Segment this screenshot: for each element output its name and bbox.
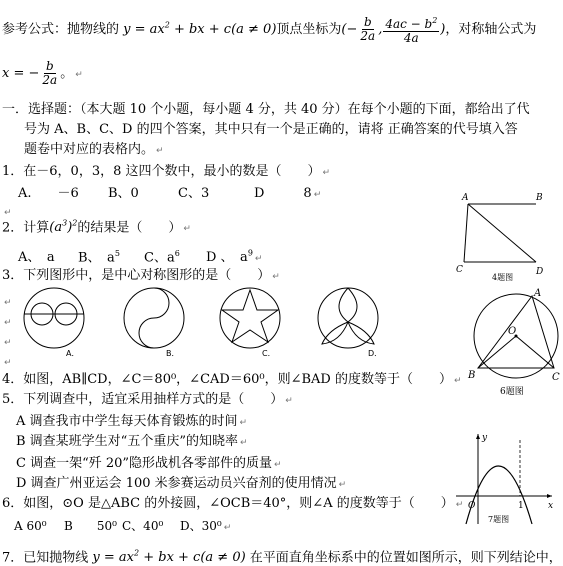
figure-7 — [448, 428, 560, 528]
fig4-label-c: C — [456, 265, 463, 275]
return-mark: ↵ — [274, 460, 282, 470]
q6-stem-text: 6．如图，⊙O 是△ABC 的外接圆，∠OCB＝40°，则∠A 的度数等于（ ） — [2, 496, 454, 511]
return-mark: ↵ — [239, 418, 248, 428]
q3-figure-b — [124, 288, 184, 348]
q2-option-c — [144, 246, 206, 266]
q3-label-a: A． — [66, 349, 80, 358]
return-mark: ↵ — [223, 523, 232, 533]
figure-4 — [448, 186, 560, 284]
return-col — [2, 314, 12, 331]
q3-stem — [2, 268, 280, 285]
q2-option-b — [78, 246, 144, 266]
q3-stem-text: 3．下列图形中，是中心对称图形的是（ ） — [2, 268, 271, 283]
q5-option-c-text: C 调查一架“歼 20”隐形战机各零部件的质量 — [16, 456, 273, 471]
q2-expression: $(a^3)^2$ — [49, 219, 78, 236]
fig4-label-a: A — [462, 193, 469, 203]
q5-option-d-text: D 调查广州亚运会 100 米参赛运动员兴奋剂的使用情况 — [16, 476, 337, 491]
q2-option-a-text: A、 a — [18, 250, 55, 266]
axis-text: ，对称轴公式为 — [445, 22, 537, 37]
q6-option-b: B 50⁰ — [64, 519, 117, 533]
q1-option-b: B、0 — [108, 186, 139, 201]
fig7-label-one: 1 — [518, 501, 524, 511]
q5-option-c — [16, 456, 282, 473]
q5-stem-text: 5．下列调查中，适宜采用抽样方式的是（ ） — [2, 392, 284, 407]
q2-option-b-exponent: 5 — [114, 249, 120, 258]
fig7-caption: 7题图 — [488, 515, 510, 524]
return-mark: ↵ — [272, 272, 280, 282]
q2-option-d — [206, 250, 253, 265]
section1-heading-text: 一．选择题：（本大题 10 个小题，每小题 4 分，共 40 分）在每个小题的下面，都给出了代 — [2, 102, 530, 117]
figure-6 — [462, 286, 562, 396]
fig7-label-o: O — [468, 501, 476, 511]
q2-option-c-exponent: 6 — [174, 249, 180, 258]
q1-stem — [2, 164, 330, 181]
q1-stem-text: 1．在－6，0，3，8 这四个数中，最小的数是（ ） — [2, 164, 321, 179]
q5-stem — [2, 392, 293, 409]
q3-label-d: D． — [368, 349, 383, 358]
axis-formula-line — [2, 60, 83, 87]
return-mark: ↵ — [338, 480, 347, 490]
q7-stem-suffix: 在平面直角坐标系中的位置如图所示，则下列结论中， — [249, 550, 562, 566]
q6-options — [14, 518, 231, 536]
vertex-formula: (− $\frac{b}{2a}$ , $\frac{4ac - b^2}{4a}$ ) — [341, 15, 446, 45]
section1-line3 — [24, 142, 164, 159]
q5-option-b-text: B 调查某班学生对“五个重庆”的知晓率 — [16, 434, 238, 449]
q7-equation: $y = ax^2$ + bx + c(a ≠ 0) — [88, 549, 250, 566]
q3-label-c: C． — [262, 349, 276, 358]
q2-option-d-text: D 、 a — [206, 250, 248, 266]
fig4-segment-ad — [468, 204, 536, 262]
section1-line2 — [24, 122, 518, 138]
return-col — [2, 354, 12, 371]
return-col — [2, 334, 12, 351]
q4-stem — [2, 372, 462, 389]
fig6-label-b: B — [468, 370, 476, 381]
fig6-label-c: C — [552, 372, 560, 383]
q3-figures — [14, 284, 394, 356]
q5-option-b — [16, 434, 248, 451]
q7-stem-prefix: 7．已知抛物线 — [2, 550, 89, 566]
return-mark: ↵ — [4, 358, 12, 368]
return-mark: ↵ — [183, 224, 191, 235]
q2-stem-prefix: 2．计算 — [2, 220, 50, 236]
fig6-label-o: O — [508, 326, 517, 337]
fig7-label-x: x — [548, 501, 554, 511]
q3-label-b: B． — [166, 349, 180, 358]
q2-option-c-text: C、a — [144, 250, 175, 266]
fig7-x-arrow — [547, 494, 552, 498]
fig4-caption: 4题图 — [492, 273, 514, 282]
return-mark: ↵ — [4, 338, 12, 348]
section1-heading — [2, 102, 530, 118]
return-mark: ↵ — [254, 254, 263, 265]
q2-stem — [2, 216, 191, 237]
fig6-label-a: A — [534, 288, 542, 299]
section1-line3-text: 题卷中对应的表格内。 — [24, 142, 155, 157]
return-mark: ↵ — [313, 190, 322, 200]
fig6-segment-ob — [478, 336, 516, 368]
return-mark: ↵ — [4, 318, 12, 328]
parabola-equation: $y = ax^2$ + bx + c(a ≠ 0) — [119, 20, 277, 37]
q1-option-a: A. －6 — [18, 186, 79, 201]
formula-prefix: 参考公式：抛物线的 — [2, 22, 120, 37]
q3-figure-d — [318, 288, 378, 348]
fig7-y-arrow — [476, 434, 480, 439]
return-mark: ↵ — [455, 500, 464, 510]
section1-line2-text: 号为 A、B、C、D 的四个答案，其中只有一个是正确的，请将 正确答案的代号填入答 — [24, 122, 518, 137]
fig4-label-b: B — [536, 193, 543, 203]
q2-option-a — [18, 250, 78, 266]
vertex-text: 顶点坐标为 — [276, 22, 342, 37]
q2-option-d-exponent: 9 — [247, 249, 253, 258]
q4-stem-text: 4．如图，AB∥CD，∠C＝80⁰，∠CAD＝60⁰，则∠BAD 的度数等于（ ） — [2, 372, 452, 387]
q3-figure-c — [220, 288, 280, 348]
fig7-label-y: y — [482, 433, 488, 443]
q2-options — [18, 246, 262, 267]
fig6-segment-oc — [516, 336, 554, 368]
q5-option-a-text: A 调查我市中学生每天体育锻炼的时间 — [16, 414, 238, 429]
q7-stem — [2, 546, 562, 566]
q1-options — [18, 186, 321, 203]
q6-stem — [2, 496, 463, 513]
q6-option-c: C、40⁰ — [122, 519, 164, 533]
q1-option-c: C、3 — [178, 186, 210, 201]
q2-stem-suffix: 的结果是（ ） — [77, 220, 182, 236]
fig6-caption: 6题图 — [500, 387, 524, 396]
q2-option-b-text: B、 a — [78, 250, 115, 266]
return-mark: ↵ — [285, 396, 293, 406]
q3-figure-a — [24, 288, 84, 348]
q6-option-a: A 60⁰ — [14, 519, 47, 533]
q5-option-a — [16, 414, 247, 431]
return-mark: ↵ — [453, 376, 462, 386]
q6-option-d: D、30⁰ — [180, 519, 222, 533]
formula-line — [2, 14, 536, 45]
return-mark: ↵ — [322, 168, 331, 178]
return-col — [2, 294, 12, 311]
return-mark: ↵ — [4, 208, 12, 218]
fig4-segment-ac — [464, 204, 468, 262]
q5-option-d — [16, 476, 346, 493]
axis-formula: x = − $\frac{b}{2a}$ — [2, 59, 58, 87]
fig4-label-d: D — [536, 267, 544, 277]
return-mark: ↵ — [4, 298, 12, 308]
formula-period: 。 — [60, 66, 74, 81]
return-mark: ↵ — [75, 70, 83, 80]
return-mark: ↵ — [156, 146, 164, 156]
q1-option-d: D 8 — [254, 186, 312, 201]
return-mark: ↵ — [239, 438, 248, 448]
